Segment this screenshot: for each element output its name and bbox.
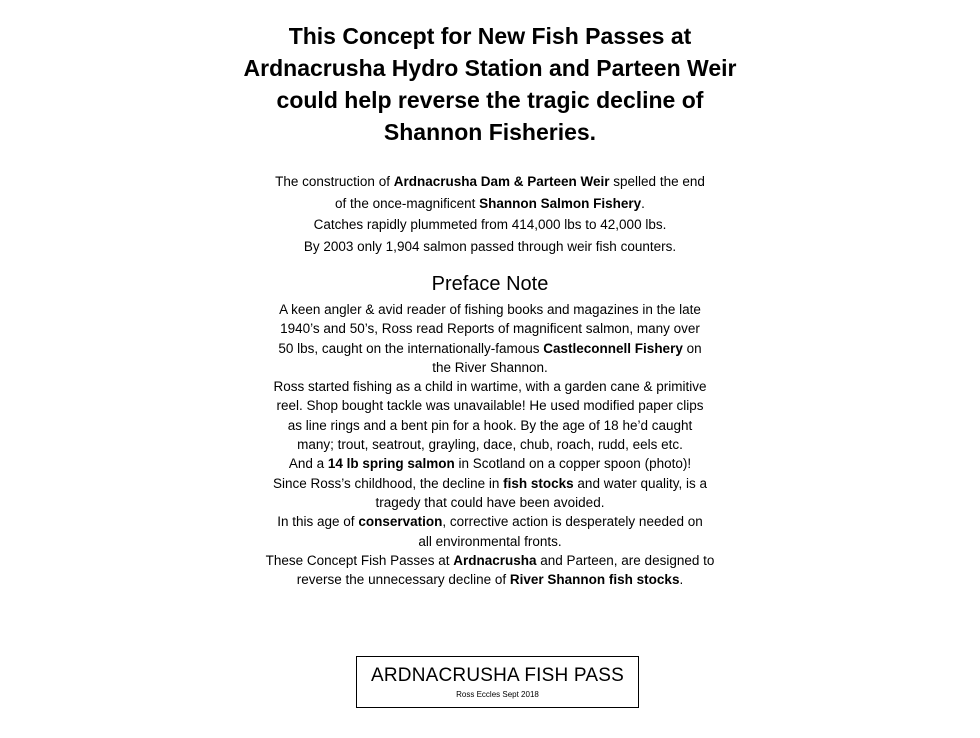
preface-line-10-bold: fish stocks <box>503 475 574 491</box>
intro-line-1-bold: Ardnacrusha Dam & Parteen Weir <box>393 174 610 189</box>
preface-line-14 <box>0 551 980 570</box>
title-line-2: Ardnacrusha Hydro Station and Parteen Weir <box>243 55 737 81</box>
title-line-4: Shannon Fisheries. <box>383 119 597 145</box>
intro-line-1 <box>0 171 980 193</box>
preface-line-15-end: . <box>679 572 684 588</box>
preface-line-14-text: These Concept Fish Passes at <box>265 552 454 568</box>
preface-line-3-bold: Castleconnell Fishery <box>543 340 683 356</box>
preface-paragraph <box>0 300 980 589</box>
preface-line-7: as line rings and a bent pin for a hook. By the age of 18 he’d caught <box>287 417 693 433</box>
preface-line-8: many; trout, seatrout, grayling, dace, chub, roach, rudd, eels etc. <box>297 437 683 453</box>
preface-line-3-end: on <box>682 340 702 356</box>
intro-paragraph <box>0 171 980 257</box>
intro-line-3: Catches rapidly plummeted from 414,000 lbs to 42,000 lbs. <box>313 217 667 232</box>
preface-line-12-text: In this age of <box>277 514 359 530</box>
preface-line-3-text: 50 lbs, caught on the internationally-famous <box>278 340 544 356</box>
preface-line-10-end: and water quality, is a <box>573 475 707 491</box>
preface-line-2: 1940’s and 50’s, Ross read Reports of magnificent salmon, many over <box>280 321 700 337</box>
preface-line-15-bold: River Shannon fish stocks <box>509 572 680 588</box>
preface-line-9 <box>0 454 980 473</box>
preface-line-6: reel. Shop bought tackle was unavailable! He used modified paper clips <box>276 398 704 414</box>
title-line-3: could help reverse the tragic decline of <box>276 87 704 113</box>
intro-line-2-bold: Shannon Salmon Fishery <box>479 195 642 211</box>
footer-credit: Ross Eccles Sept 2018 <box>456 690 539 699</box>
title-line-1: This Concept for New Fish Passes at <box>288 23 692 49</box>
preface-line-3 <box>0 339 980 358</box>
preface-line-9-bold: 14 lb spring salmon <box>327 456 455 472</box>
preface-line-13: all environmental fronts. <box>418 533 562 549</box>
intro-line-1-text: The construction of <box>275 174 394 189</box>
preface-line-11: tragedy that could have been avoided. <box>375 494 605 510</box>
document-title <box>0 20 980 148</box>
preface-line-10 <box>0 474 980 493</box>
footer-title-box <box>356 656 639 708</box>
preface-line-15-text: reverse the unnecessary decline of <box>296 572 510 588</box>
intro-line-2-text: of the once-magnificent <box>335 195 480 211</box>
preface-line-14-bold: Ardnacrusha <box>453 552 537 568</box>
preface-line-10-text: Since Ross’s childhood, the decline in <box>273 475 504 491</box>
intro-line-2-end: . <box>641 195 645 211</box>
preface-line-14-end: and Parteen, are designed to <box>536 552 715 568</box>
preface-line-12 <box>0 512 980 531</box>
preface-line-9-end: in Scotland on a copper spoon (photo)! <box>454 456 692 472</box>
preface-line-4: the River Shannon. <box>432 359 548 375</box>
preface-line-12-bold: conservation <box>358 514 443 530</box>
intro-line-1-end: spelled the end <box>609 174 705 189</box>
preface-line-12-end: , corrective action is desperately needed on <box>442 514 703 530</box>
preface-line-5: Ross started fishing as a child in wartime, with a garden cane & primitive <box>273 379 707 395</box>
intro-line-2 <box>0 193 980 215</box>
preface-line-1: A keen angler & avid reader of fishing books and magazines in the late <box>279 302 701 317</box>
preface-heading: Preface Note <box>431 273 549 295</box>
preface-line-15 <box>0 570 980 589</box>
intro-line-4: By 2003 only 1,904 salmon passed through weir fish counters. <box>303 238 677 254</box>
footer-title: ARDNACRUSHA FISH PASS <box>370 665 624 686</box>
preface-line-9-text: And a <box>288 456 328 472</box>
